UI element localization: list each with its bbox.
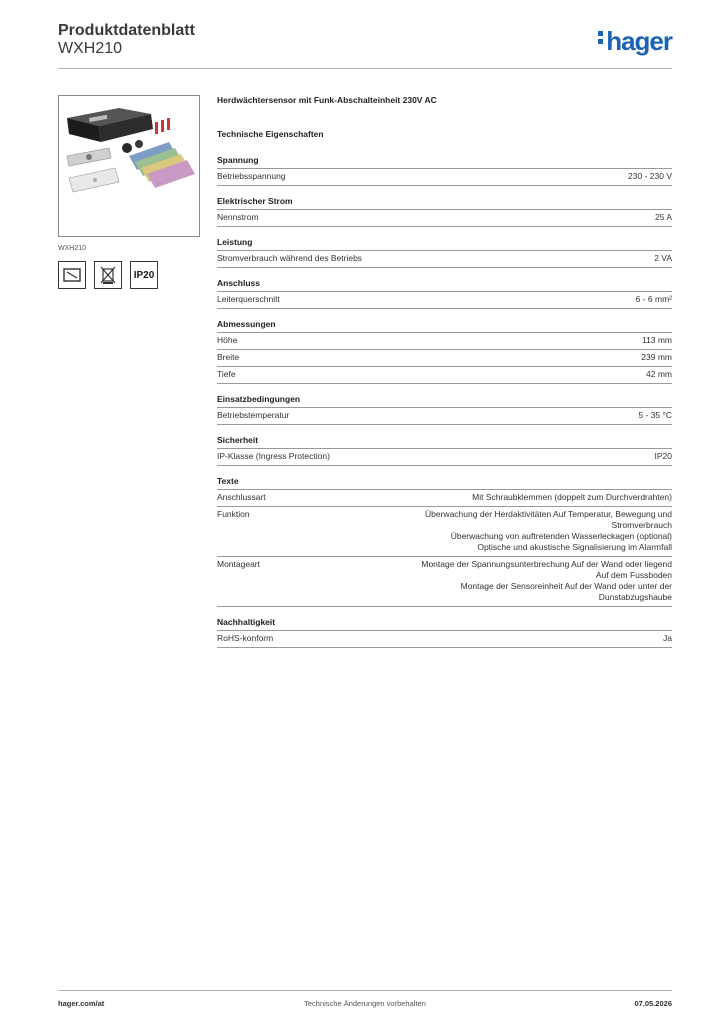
spec-sections <box>217 155 672 648</box>
page-footer <box>58 990 672 1019</box>
section-title: Einsatzbedingungen <box>217 394 672 408</box>
document-title: Produktdatenblatt <box>58 22 195 39</box>
specifications <box>217 95 672 658</box>
spec-row <box>217 557 672 607</box>
spec-label: Höhe <box>217 335 238 345</box>
spec-value: 230 - 230 V <box>628 171 672 181</box>
section-title: Nachhaltigkeit <box>217 617 672 631</box>
spec-section <box>217 319 672 384</box>
spec-value: Montage der Spannungsunterbrechung Auf der Wand oder liegend Auf dem Fussboden Montage der Sensoreinheit Auf der Wand oder unter der Dunstabzugshaube <box>421 559 672 602</box>
section-title: Sicherheit <box>217 435 672 449</box>
spec-label: Stromverbrauch während des Betriebs <box>217 253 363 263</box>
product-description: Herdwächtersensor mit Funk-Abschalteinheit 230V AC <box>217 95 437 105</box>
spec-label: Funktion <box>217 509 250 519</box>
spec-label: Anschlussart <box>217 492 266 502</box>
spec-value: Mit Schraubklemmen (doppelt zum Durchverdrahten) <box>472 492 672 502</box>
weee-bin-icon <box>94 261 122 289</box>
spec-row <box>217 408 672 425</box>
product-image <box>58 95 200 237</box>
spec-value: Ja <box>663 633 672 643</box>
spec-value: 239 mm <box>641 352 672 362</box>
spec-label: Montageart <box>217 559 260 569</box>
spec-label: Betriebstemperatur <box>217 410 290 420</box>
spec-value: 42 mm <box>646 369 672 379</box>
product-media <box>58 95 200 289</box>
ip-rating-badge: IP20 <box>130 261 158 289</box>
spec-value: IP20 <box>654 451 672 461</box>
spec-label: Leiterquerschnitt <box>217 294 280 304</box>
spec-row <box>217 333 672 350</box>
spec-value: 113 mm <box>641 335 672 345</box>
spec-section <box>217 617 672 648</box>
spec-label: Breite <box>217 352 240 362</box>
certification-badges <box>58 261 200 289</box>
spec-label: RoHS-konform <box>217 633 274 643</box>
spec-value: 25 A <box>654 212 672 222</box>
spec-section <box>217 278 672 309</box>
section-title: Abmessungen <box>217 319 672 333</box>
properties-heading: Technische Eigenschaften <box>217 129 324 139</box>
spec-value: Überwachung der Herdaktivitäten Auf Temperatur, Bewegung und Stromverbrauch Überwachung von auftretenden Wasserleckagen (optional) Optische und akustische Signalisierung im Alarmfall <box>425 509 672 552</box>
spec-row <box>217 449 672 466</box>
image-caption: WXH210 <box>58 245 87 252</box>
article-number: WXH210 <box>58 40 123 57</box>
spec-value: 2 VA <box>654 253 672 263</box>
section-title: Anschluss <box>217 278 672 292</box>
spec-value: 6 - 6 mm² <box>635 294 672 304</box>
spec-row <box>217 251 672 268</box>
spec-section <box>217 237 672 268</box>
page-header <box>58 20 672 69</box>
hager-logo: hager <box>598 26 672 57</box>
spec-section <box>217 476 672 607</box>
spec-row <box>217 210 672 227</box>
spec-row <box>217 169 672 186</box>
section-title: Elektrischer Strom <box>217 196 672 210</box>
section-title: Texte <box>217 476 672 490</box>
section-title: Leistung <box>217 237 672 251</box>
spec-section <box>217 394 672 425</box>
spec-label: IP-Klasse (Ingress Protection) <box>217 451 330 461</box>
spec-row <box>217 631 672 648</box>
spec-row <box>217 350 672 367</box>
website-link[interactable]: hager.com/at <box>58 999 105 1008</box>
spec-label: Tiefe <box>217 369 236 379</box>
change-notice: Technische Änderungen vorbehalten <box>304 999 426 1008</box>
spec-row <box>217 490 672 507</box>
spec-row <box>217 367 672 384</box>
spec-label: Nennstrom <box>217 212 259 222</box>
spec-row <box>217 292 672 309</box>
section-title: Spannung <box>217 155 672 169</box>
spec-section <box>217 196 672 227</box>
spec-value: 5 - 35 °C <box>638 410 672 420</box>
spec-label: Betriebsspannung <box>217 171 286 181</box>
spec-section <box>217 155 672 186</box>
spec-row <box>217 507 672 557</box>
print-date: 07.05.2026 <box>634 999 672 1008</box>
surface-mount-icon <box>58 261 86 289</box>
spec-section <box>217 435 672 466</box>
